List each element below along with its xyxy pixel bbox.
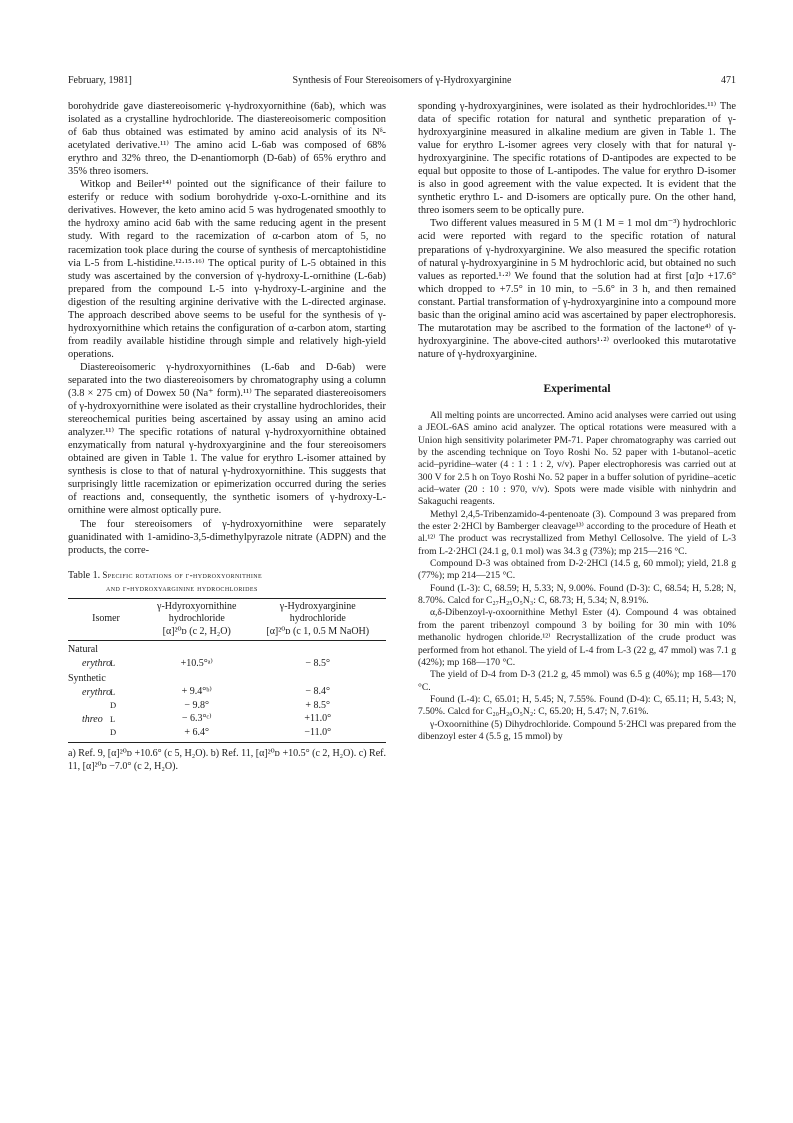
experimental-paragraph: The yield of D-4 from D-3 (21.2 g, 45 mmol) was 6.5 g (40%); mp 168—170 °C. <box>418 669 736 693</box>
table-caption-line2: and γ-hydroxyarginine hydrochlorides <box>106 582 258 593</box>
experimental-paragraph: γ-Oxoornithine (5) Dihydrochloride. Compound 5·2HCl was prepared from the dibenzoyl ester 4 (5.5 g, 15 mmol) by <box>418 718 736 742</box>
experimental-paragraph: Methyl 2,4,5-Tribenzamido-4-pentenoate (3). Compound 3 was prepared from the ester 2·2HCl by Bamberger cleavage¹³⁾ according to the procedure of Heath et al.¹²⁾ The product was recrystallized from Methyl Cellosolve. The yield of L-3 from L-2·2HCl (24.1 g, 0.1 mol) was 34.3 g (73%); mp 215—216 °C. <box>418 508 736 557</box>
experimental-section <box>418 410 736 743</box>
table-row <box>68 686 386 700</box>
running-header <box>68 75 736 91</box>
experimental-paragraph: Compound D-3 was obtained from D-2·2HCl (14.5 g, 60 mmol); yield, 21.8 g (77%); mp 214—215 °C. <box>418 558 736 582</box>
col-header-arginine-salt: hydrochloride <box>289 613 346 625</box>
ornithine-value: + 6.4° <box>144 726 249 742</box>
arginine-value: + 8.5° <box>305 699 331 711</box>
ornithine-value: − 6.3°ᶜ⁾ <box>181 713 212 725</box>
arginine-value: − 8.4° <box>305 686 331 698</box>
page-number: 471 <box>721 75 736 86</box>
body-paragraph: sponding γ-hydroxyarginines, were isolated as their hydrochlorides.¹¹⁾ The data of specific rotation for natural and synthetic preparation of γ-hydroxyarginine measured in alkaline medium are given in Table 1. The value for erythro L-isomer agrees very closely with that for natural γ-hydroxyarginine. The specific rotations of D-antipodes are expected to be equal but opposite to those of L-antipodes. The value for erythro D-isomer is also in good agreement with the value expected. It is evident that the synthetic erythro L- and D-isomers are optically pure. On the other hand, threo isomers seem to be optically pure. <box>418 101 736 217</box>
table-1 <box>68 569 386 773</box>
table-caption-line1: Specific rotations of γ-hydroxyornithine <box>102 569 263 580</box>
body-paragraph: The four stereoisomers of γ-hydroxyornithine were separately guanidinated with 1-amidino-3,5-dimethylpyrazole nitrate (ADPN) and the products, the corre- <box>68 518 386 556</box>
body-paragraph: borohydride gave diastereoisomeric γ-hydroxyornithine (6ab), which was isolated as a crystalline hydrochloride. The diastereoisomeric composition of 6ab thus obtained was estimated by amino acid analysis of its Nᵟ-acetylated derivative.¹¹⁾ The amino acid L-6ab was composed of 68% erythro and 32% threo, the D-enantiomorph (D-6ab) of 65% erythro and 35% threo isomers. <box>68 101 386 178</box>
col-header-arginine-cond: [α]²⁰ᴅ (c 1, 0.5 M NaOH) <box>266 625 370 637</box>
section-title: Experimental <box>543 382 611 395</box>
table-row <box>68 726 386 742</box>
group-label-synthetic: Synthetic <box>68 672 106 684</box>
body-paragraph: Diastereoisomeric γ-hydroxyornithines (L-6ab and D-6ab) were separated into the two diastereoisomers by chromatography using a column (3.8 × 275 cm) of Dowex 50 (Na⁺ form).¹¹⁾ The separated diastereoisomers of γ-hydroxyornithine were isolated as their crystalline hydrochlorides, their stereochemical purities being ascertained by assay using an amino acid analyzer.¹¹⁾ The specific rotations of natural γ-hydroxyornithine obtained enzymatically from natural γ-hydroxyarginine and the four stereoisomers obtained are given in Table 1. The value for erythro L-isomer attained by synthesis is close to that of natural γ-hydroxyornithine. This suggests that surprisingly little racemization or epimerization occurred during the series of reactions and, consequently, the synthetic isomers of γ-hydroxy-L-ornithine were almost optically pure. <box>68 361 386 517</box>
rotation-table <box>68 598 386 743</box>
col-header-ornithine <box>144 598 249 641</box>
isomer-config: L <box>110 658 116 669</box>
isomer-config: D <box>110 700 117 711</box>
isomer-config: D <box>110 727 117 738</box>
table-row <box>68 713 386 727</box>
header-date: February, 1981] <box>68 75 132 86</box>
table-caption <box>68 569 386 594</box>
table-caption-label: Table 1. <box>68 569 101 581</box>
arginine-value: − 8.5° <box>305 657 331 669</box>
experimental-paragraph: Found (L-3): C, 68.59; H, 5.33; N, 9.00%. Found (D-3): C, 68.54; H, 5.28; N, 8.70%. Calcd for C₂₇H₂₅O₅N₃: C, 68.73; H, 5.34; N, 8.91%. <box>418 582 736 607</box>
table-row <box>68 699 386 713</box>
isomer-name: threo <box>82 713 103 725</box>
col-header-ornithine-name: γ-Hdyroxyornithine <box>157 600 237 612</box>
isomer-name: erythro <box>82 658 112 670</box>
arginine-value: −11.0° <box>249 726 386 742</box>
body-paragraph: Witkop and Beiler¹⁴⁾ pointed out the significance of their failure to esterify or reduce with sodium borohydride γ-oxo-L-ornithine and its derivatives. However, the keto amino acid 5 was hydrogenated smoothly to the hydroxy amino acid 6ab with the same reducing agent in the present study. With regard to the racemization of α-carbon atom of 5, no racemization took place during the course of synthesis of mercaptohistidine via L-5 from L-histidine.¹²·¹⁵·¹⁶⁾ The optical purity of L-5 obtained in this study was ascertained by the conversion of γ-hydroxy-L-ornithine (L-6ab) prepared from the compound L-5 into γ-hydroxy-L-arginine and the digestion of the resulting arginine derivative with the L-directed arginase. The approach described above seems to be useful for the synthesis of γ-hydroxyornithine which retains the configuration of α-carbon atom, starting from readily available histidine through simple and relatively high-yield operations. <box>68 179 386 360</box>
ornithine-value: − 9.8° <box>184 699 210 711</box>
table-footnote-text: a) Ref. 9, [α]²⁰ᴅ +10.6° (c 5, H₂O). b) Ref. 11, [α]²⁰ᴅ +10.5° (c 2, H₂O). c) Ref. 11, [α]²⁰ᴅ −7.0° (c 2, H₂O). <box>68 747 386 772</box>
table-footnote <box>68 747 386 773</box>
right-column <box>418 100 736 743</box>
experimental-paragraph: All melting points are uncorrected. Amino acid analyses were carried out using a JEOL-6AS amino acid analyzer. The optical rotations were measured with a Union high sensitivity polarimeter PM-71. Paper chromatography was carried out by the ascending technique on Toyo Roshi No. 52 paper with 1-butanol–acetic acid–pyridine–water (4 : 1 : 1 : 2, v/v). Paper electrophoresis was carried out at 300 V for 2.5 h on Toyo Roshi No. 52 paper in a buffer solution of pyridine–acetic acid–water (20 : 10 : 970, v/v). Spots were made visible with ninhydrin and Sakaguchi reagents. <box>418 409 736 508</box>
group-label-natural: Natural <box>68 644 98 656</box>
body-paragraph: Two different values measured in 5 M (1 M = 1 mol dm⁻³) hydrochloric acid were reported with regard to the specific rotation of natural preparations of γ-hydroxyarginine. We also measured the specific rotation of natural γ-hydroxyarginine in 5 M hydrochloric acid, but obtained no such values as reported.¹·²⁾ We found that the solution had at first [α]ᴅ +17.6° which dropped to +7.5° in 10 min, to −5.6° in 3 h, and then remained constant. Partial transformation of γ-hydroxyarginine into a compound more basic than the original amino acid was ascertained by paper electrophoresis. The mutarotation may be ascribed to the formation of the lactone⁴⁾ of γ-hydroxyarginine. The above-cited authors¹·²⁾ overlooked this mutarotative nature of γ-hydroxyarginine. <box>418 218 736 360</box>
experimental-paragraph: α,δ-Dibenzoyl-γ-oxoornithine Methyl Ester (4). Compound 4 was obtained from the parent tribenzoyl compound 3 by boiling for 30 min with 10% methanolic hydrogen chloride.¹²⁾ Recrystallization of the crude product was performed from hot ethanol. The yield of L-4 from L-3 (22 g, 47 mmol) was 7.1 g (42%); mp 168—170 °C. <box>418 607 736 668</box>
left-column <box>68 100 386 773</box>
col-header-arginine-name: γ-Hydroxyarginine <box>279 600 356 612</box>
col-header-arginine <box>249 598 386 641</box>
isomer-name: erythro <box>82 686 112 698</box>
col-header-isomer: Isomer <box>68 598 144 641</box>
ornithine-value: + 9.4°ᵇ⁾ <box>181 686 212 698</box>
header-title: Synthesis of Four Stereoisomers of γ-Hydroxyarginine <box>292 75 512 86</box>
col-header-ornithine-salt: hydrochloride <box>168 613 225 625</box>
ornithine-value: +10.5°ᵃ⁾ <box>180 657 213 669</box>
table-row <box>68 657 386 671</box>
isomer-config: L <box>110 713 116 724</box>
experimental-paragraph: Found (L-4): C, 65.01; H, 5.45; N, 7.55%. Found (D-4): C, 65.11; H, 5.43; N, 7.50%. Calcd for C₂₀H₂₀O₅N₂: C, 65.20; H, 5.47; N, 7.61%. <box>418 693 736 718</box>
col-header-ornithine-cond: [α]²⁰ᴅ (c 2, H₂O) <box>162 625 231 637</box>
isomer-config: L <box>110 686 116 697</box>
arginine-value: +11.0° <box>304 713 332 725</box>
